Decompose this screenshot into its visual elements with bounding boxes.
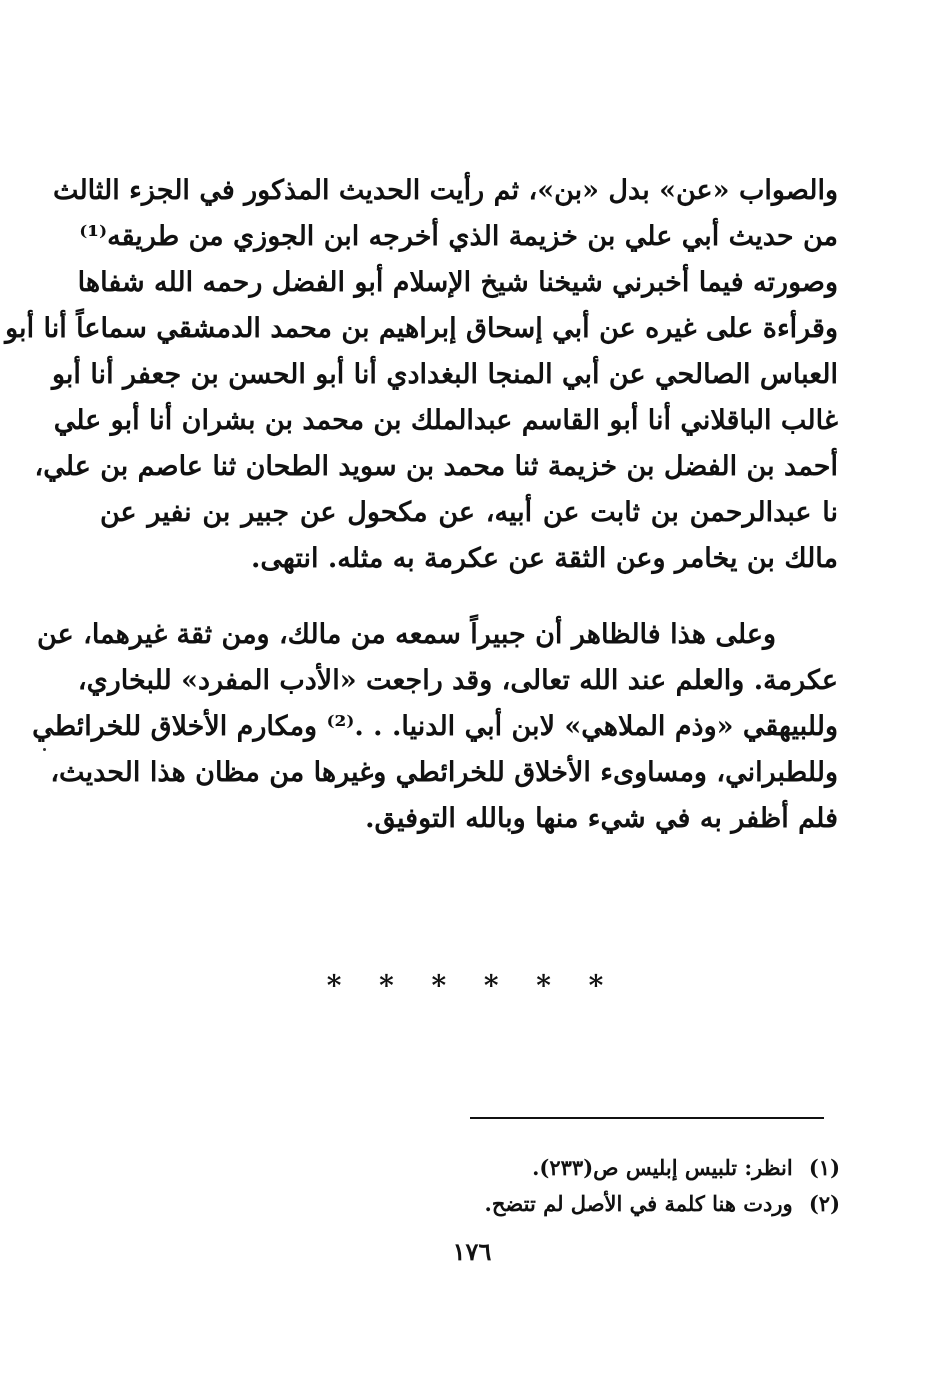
text-line: والصواب «عن» بدل «بن»، ثم رأيت الحديث المذكور في الجزء الثالث (52, 175, 838, 206)
scan-speck (43, 748, 46, 751)
text-line: وللبيهقي «وذم الملاهي» لابن أبي الدنيا. . .⁽²⁾ ومكارم الأخلاق للخرائطي (32, 711, 838, 742)
text-line: فلم أظفر به في شيء منها وبالله التوفيق. (365, 803, 838, 834)
section-separator: * * * * * * (326, 969, 618, 1002)
footnote-number: (١) (808, 1155, 840, 1180)
text-line: من حديث أبي علي بن خزيمة الذي أخرجه ابن الجوزي من طريقه⁽¹⁾ (79, 221, 838, 252)
text-line: وعلى هذا فالظاهر أن جبيراً سمعه من مالك، ومن ثقة غيرهما، عن (37, 619, 776, 650)
text-line: العباس الصالحي عن أبي المنجا البغدادي أنا أبو الحسن بن جعفر أنا أبو (51, 359, 838, 390)
footnote-divider (470, 1117, 824, 1119)
footnote-text: انظر: تلبيس إبليس ص(٢٣٣). (532, 1155, 793, 1180)
text-line: غالب الباقلاني أنا أبو القاسم عبدالملك بن محمد بن بشران أنا أبو علي (53, 405, 838, 436)
footnote-text: وردت هنا كلمة في الأصل لم تتضح. (484, 1191, 793, 1216)
text-line: مالك بن يخامر وعن الثقة عن عكرمة به مثله. انتهى. (250, 543, 838, 574)
text-line: وقرأءة على غيره عن أبي إسحاق إبراهيم بن محمد الدمشقي سماعاً أنا أبو (5, 313, 838, 344)
text-line: وللطبراني، ومساوىء الأخلاق للخرائطي وغيرها من مظان هذا الحديث، (50, 757, 838, 788)
paragraph-1 (5, 168, 838, 582)
footnote-item (300, 1186, 840, 1222)
text-line: أحمد بن الفضل بن خزيمة ثنا محمد بن سويد الطحان ثنا عاصم بن علي، (34, 451, 838, 482)
text-line: وصورته فيما أخبرني شيخنا شيخ الإسلام أبو الفضل رحمه الله شفاها (77, 267, 838, 298)
page-number: ١٧٦ (452, 1237, 492, 1266)
paragraph-2 (32, 612, 838, 842)
text-line: عكرمة. والعلم عند الله تعالى، وقد راجعت «الأدب المفرد» للبخاري، (77, 665, 838, 696)
footnote-number: (٢) (808, 1191, 840, 1216)
footnotes (300, 1150, 840, 1222)
text-line: نا عبدالرحمن بن ثابت عن أبيه، عن مكحول عن جبير بن نفير عن (100, 497, 838, 528)
footnote-item (300, 1150, 840, 1186)
